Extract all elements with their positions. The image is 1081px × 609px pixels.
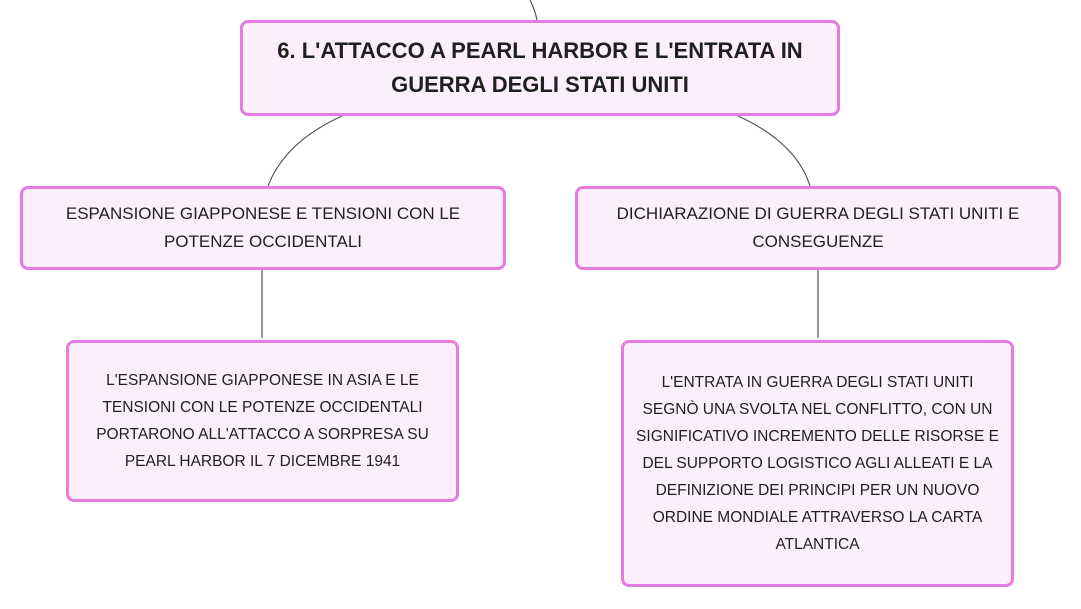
right-topic-node[interactable] bbox=[575, 186, 1061, 270]
right-detail-label: L'ENTRATA IN GUERRA DEGLI STATI UNITI SEGNÒ UNA SVOLTA NEL CONFLITTO, CON UN SIGNIFICATIVO INCREMENTO DELLE RISORSE E DEL SUPPORTO LOGISTICO AGLI ALLEATI E LA DEFINIZIONE DEI PRINCIPI PER UN NUOVO ORDINE MONDIALE ATTRAVERSO LA CARTA ATLANTICA bbox=[636, 374, 999, 553]
left-topic-node[interactable] bbox=[20, 186, 506, 270]
left-topic-label: ESPANSIONE GIAPPONESE E TENSIONI CON LE POTENZE OCCIDENTALI bbox=[65, 204, 461, 251]
connector-parent-to-root bbox=[530, 0, 537, 20]
left-detail-node[interactable] bbox=[66, 340, 459, 502]
connector-root-to-left-topic bbox=[268, 116, 342, 186]
connector-root-to-right-topic bbox=[738, 116, 810, 186]
left-detail-label: L'ESPANSIONE GIAPPONESE IN ASIA E LE TENSIONI CON LE POTENZE OCCIDENTALI PORTARONO ALL'ATTACCO A SORPRESA SU PEARL HARBOR IL 7 DICEMBRE 1941 bbox=[96, 372, 429, 470]
right-topic-label: DICHIARAZIONE DI GUERRA DEGLI STATI UNITI E CONSEGUENZE bbox=[616, 204, 1020, 251]
right-detail-node[interactable] bbox=[621, 340, 1014, 587]
root-topic-label: 6. L'ATTACCO A PEARL HARBOR E L'ENTRATA IN GUERRA DEGLI STATI UNITI bbox=[277, 38, 803, 97]
root-topic-node[interactable] bbox=[240, 20, 840, 116]
